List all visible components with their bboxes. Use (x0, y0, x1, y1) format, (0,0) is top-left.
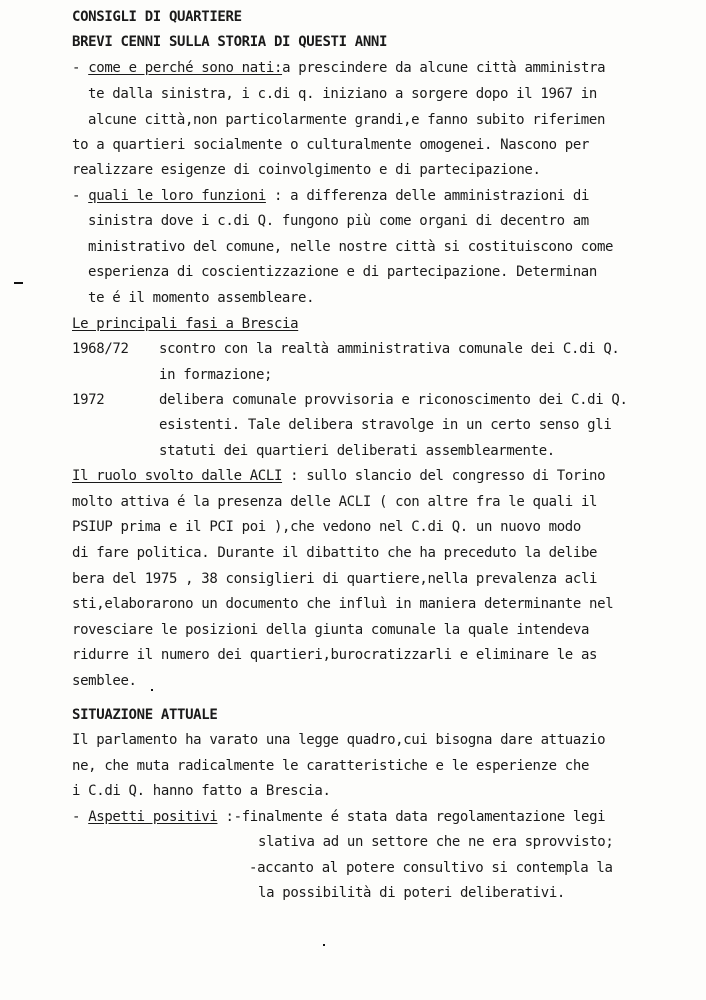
positives-line-4: la possibilità di poteri deliberativi. (258, 885, 565, 901)
positives-line-3: -accanto al potere consultivo si contempla la (249, 860, 613, 876)
acli-paragraph-line-9: semblee. (72, 673, 137, 689)
acli-label: Il ruolo svolto dalle ACLI (72, 468, 283, 484)
phase-1-line-1: scontro con la realtà amministrativa comunale dei C.di Q. (159, 341, 620, 357)
phases-heading: Le principali fasi a Brescia (72, 316, 299, 332)
bullet-dash: - (72, 60, 81, 76)
origins-paragraph-line-1: - come e perché sono nati:a prescindere da alcune città amministra (72, 60, 606, 76)
bullet-dash: - (72, 188, 81, 204)
functions-paragraph-line-1: - quali le loro funzioni : a differenza delle amministrazioni di (72, 188, 590, 204)
acli-paragraph-line-7: rovesciare le posizioni della giunta comunale la quale intendeva (72, 622, 590, 638)
phase-1-line-2: in formazione; (159, 367, 273, 383)
current-line-1: Il parlamento ha varato una legge quadro,cui bisogna dare attuazio (72, 732, 606, 748)
bullet-dash: - (72, 809, 81, 825)
document-title: CONSIGLI DI QUARTIERE (72, 9, 242, 25)
acli-paragraph-line-2: molto attiva é la presenza delle ACLI ( con altre fra le quali il (72, 494, 598, 510)
origins-paragraph-line-4: to a quartieri socialmente o culturalmente omogenei. Nascono per (72, 137, 590, 153)
acli-paragraph-line-3: PSIUP prima e il PCI poi ),che vedono nel C.di Q. un nuovo modo (72, 519, 581, 535)
positives-line-2: slativa ad un settore che ne era sprovvisto; (258, 834, 614, 850)
margin-mark (14, 282, 23, 284)
functions-paragraph-line-3: ministrativo del comune, nelle nostre città si costituiscono come (88, 239, 614, 255)
phase-2-line-2: esistenti. Tale delibera stravolge in un certo senso gli (159, 417, 612, 433)
acli-paragraph-line-8: ridurre il numero dei quartieri,burocratizzarli e eliminare le as (72, 647, 598, 663)
positives-label: Aspetti positivi (88, 809, 218, 825)
origins-label: come e perché sono nati: (88, 60, 283, 76)
ink-speck (151, 689, 153, 691)
phase-2-line-3: statuti dei quartieri deliberati assemblearmente. (159, 443, 555, 459)
acli-paragraph-line-1: Il ruolo svolto dalle ACLI : sullo slancio del congresso di Torino (72, 468, 606, 484)
acli-paragraph-line-5: bera del 1975 , 38 consiglieri di quartiere,nella prevalenza acli (72, 571, 598, 587)
origins-paragraph-line-3: alcune città,non particolarmente grandi,e fanno subito riferimen (88, 112, 606, 128)
origins-paragraph-line-5: realizzare esigenze di coinvolgimento e di partecipazione. (72, 162, 541, 178)
functions-label: quali le loro funzioni (88, 188, 266, 204)
functions-paragraph-line-5: te é il momento assembleare. (88, 290, 315, 306)
phase-year-1: 1968/72 (72, 341, 129, 357)
current-line-3: i C.di Q. hanno fatto a Brescia. (72, 783, 331, 799)
positives-line-1: - Aspetti positivi :-finalmente é stata data regolamentazione legi (72, 809, 606, 825)
phase-year-2: 1972 (72, 392, 105, 408)
functions-paragraph-line-2: sinistra dove i c.di Q. fungono più come organi di decentro am (88, 213, 589, 229)
phase-2-line-1: delibera comunale provvisoria e riconoscimento dei C.di Q. (159, 392, 628, 408)
current-situation-heading: SITUAZIONE ATTUALE (72, 707, 218, 723)
current-line-2: ne, che muta radicalmente le caratteristiche e le esperienze che (72, 758, 590, 774)
functions-paragraph-line-4: esperienza di coscientizzazione e di partecipazione. Determinan (88, 264, 597, 280)
origins-paragraph-line-2: te dalla sinistra, i c.di q. iniziano a sorgere dopo il 1967 in (88, 86, 597, 102)
ink-speck (323, 944, 325, 946)
acli-paragraph-line-4: di fare politica. Durante il dibattito che ha preceduto la delibe (72, 545, 598, 561)
document-subtitle: BREVI CENNI SULLA STORIA DI QUESTI ANNI (72, 34, 388, 50)
acli-paragraph-line-6: sti,elaborarono un documento che influì in maniera determinante nel (72, 596, 614, 612)
